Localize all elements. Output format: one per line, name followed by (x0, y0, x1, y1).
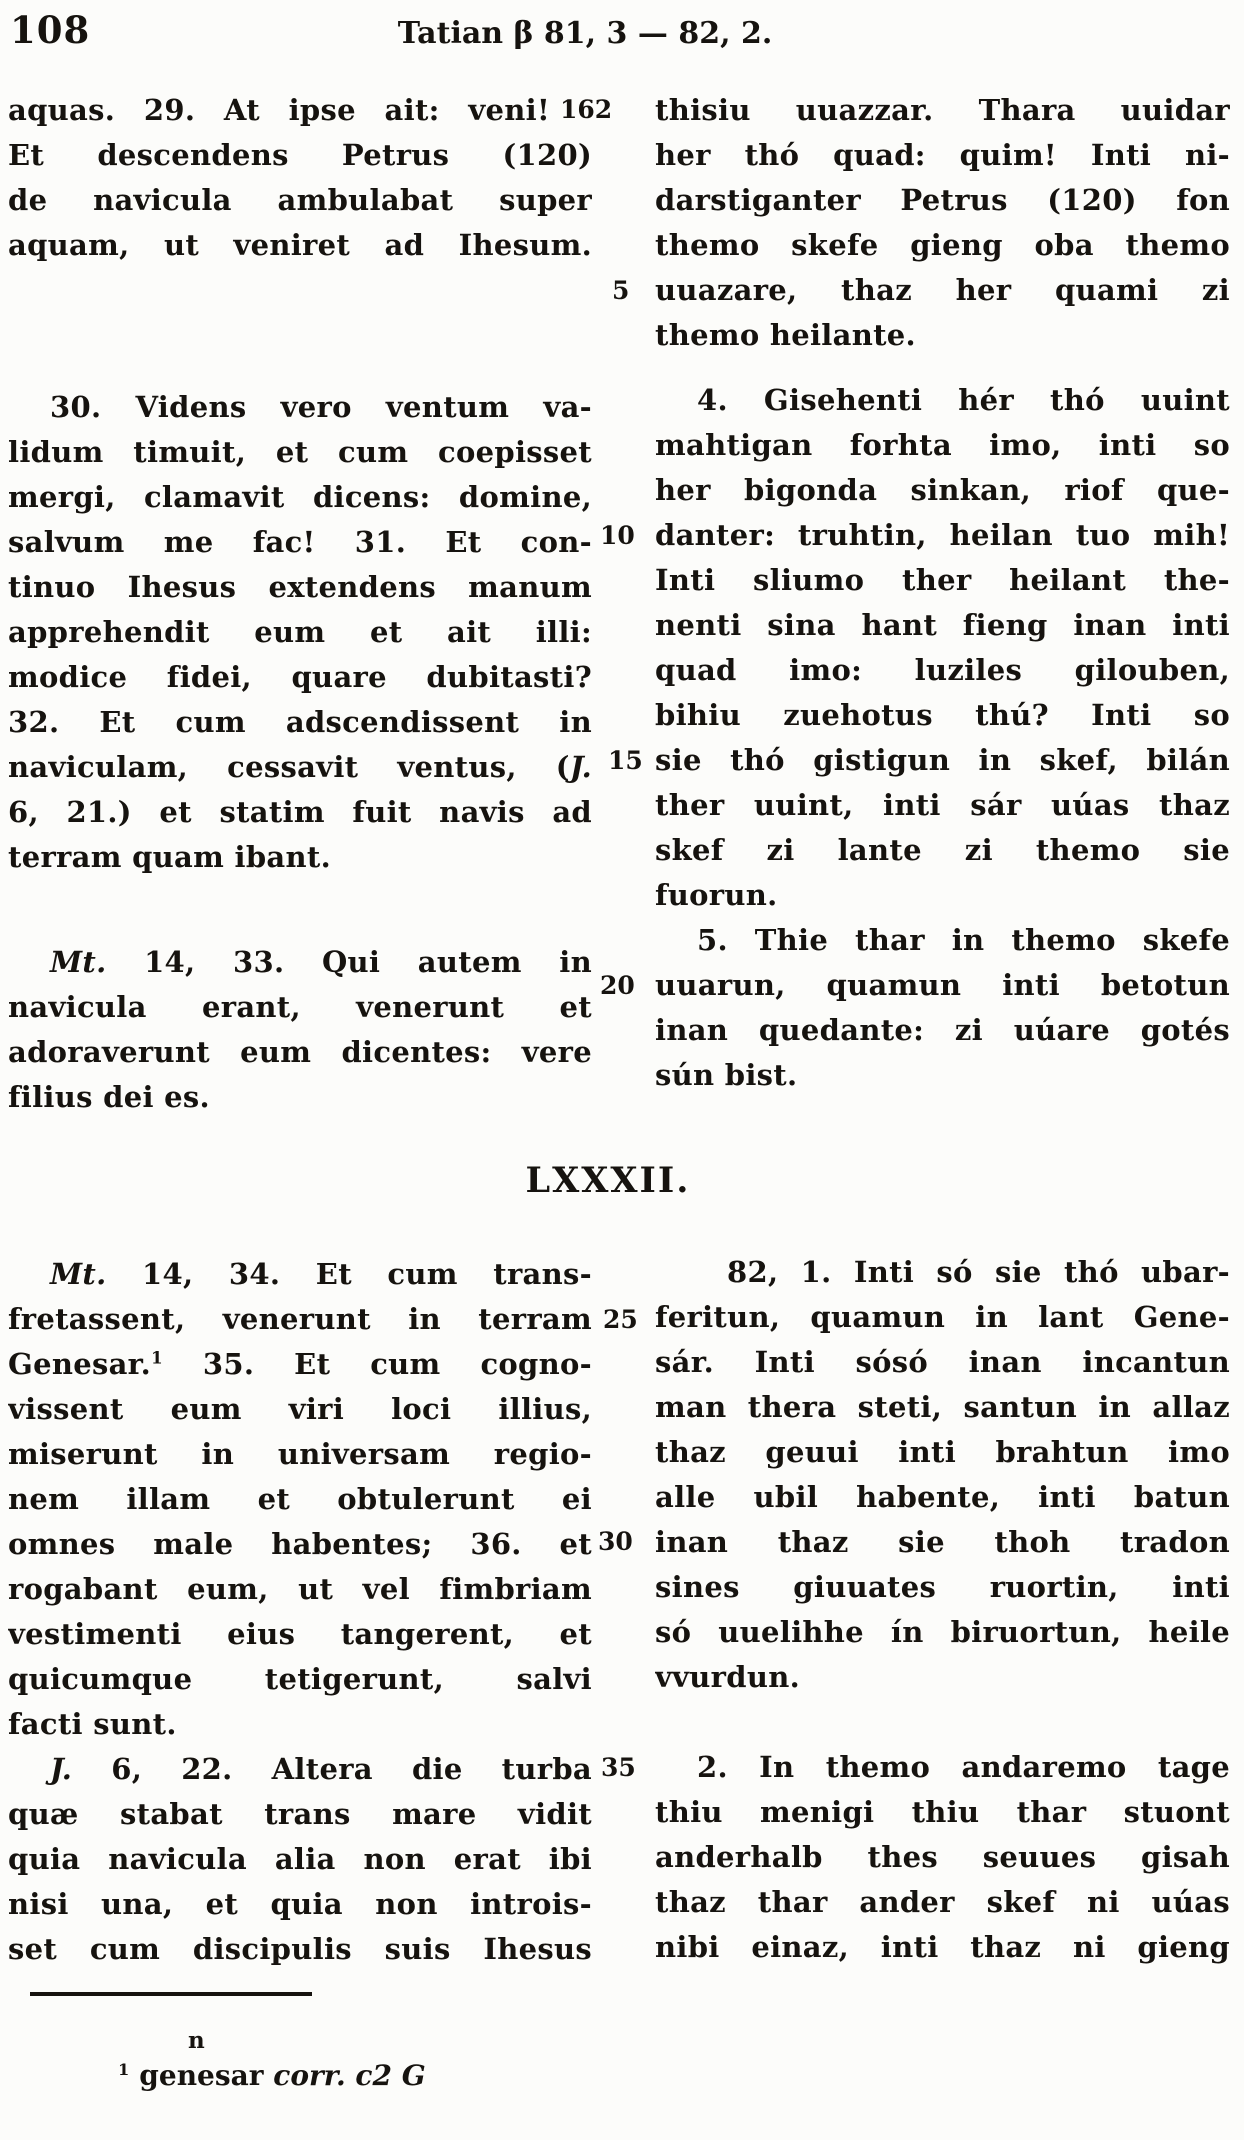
german-column-top (655, 88, 1230, 1098)
line-number-30: 30 (598, 1527, 633, 1556)
footnote-rule (30, 1992, 312, 1996)
footnote-word: genesar (139, 2059, 274, 2092)
text-line: mahtigan forhta imo, inti so (655, 428, 1230, 462)
text-line: quicumque tetigerunt, salvi (8, 1662, 592, 1696)
line-number-15: 15 (608, 746, 643, 775)
text-line: lidum timuit, et cum coepisset (8, 435, 592, 469)
text-line: rogabant eum, ut vel fimbriam (8, 1572, 592, 1606)
footnote-note: corr. c2 G (273, 2059, 426, 2092)
text-line: quad imo: luziles gilouben, (655, 653, 1230, 687)
text-line: vvurdun. (655, 1660, 801, 1694)
text-line: 2. In themo andaremo tage (697, 1750, 1230, 1784)
footnote-interlinear-letter: n (188, 2027, 205, 2054)
text-line: nem illam et obtulerunt ei (8, 1482, 592, 1516)
text-line: themo heilante. (655, 318, 916, 352)
text-line: nisi una, et quia non introis- (8, 1887, 592, 1921)
text-line: sie thó gistigun in skef, bilán (655, 743, 1230, 777)
paragraph (655, 88, 1230, 358)
paragraph (8, 1747, 592, 1972)
text-line: 4. Gisehenti hér thó uuint (697, 383, 1230, 417)
footnote-text (118, 2056, 426, 2096)
line-number-5: 5 (612, 276, 630, 305)
section-heading: LXXXII. (525, 1160, 691, 1201)
text-line: só uuelihhe ín biruortun, heile (655, 1615, 1230, 1649)
text-line: thiu menigi thiu thar stuont (655, 1795, 1230, 1829)
text-line: danter: truhtin, heilan tuo mih! (655, 518, 1230, 552)
text-line: thaz geuui inti brahtun imo (655, 1435, 1230, 1469)
text-line: naviculam, cessavit ventus, (J. (8, 750, 592, 784)
footnote-marker: 1 (118, 2059, 130, 2079)
text-line: de navicula ambulabat super (8, 183, 592, 217)
text-line: 30. Videns vero ventum va- (50, 390, 592, 424)
paragraph (8, 385, 592, 880)
text-line: thaz thar ander skef ni uúas (655, 1885, 1230, 1919)
text-line: tinuo Ihesus extendens manum (8, 570, 592, 604)
text-line: terram quam ibant. (8, 840, 331, 874)
text-line: Et descendens Petrus (120) (8, 138, 592, 172)
text-line: vissent eum viri loci illius, (8, 1392, 592, 1426)
text-line: navicula erant, venerunt et (8, 990, 592, 1024)
page-number: 108 (10, 8, 91, 52)
text-line: inan thaz sie thoh tradon (655, 1525, 1230, 1559)
line-number-25: 25 (603, 1305, 638, 1334)
text-line: feritun, quamun in lant Gene- (655, 1300, 1230, 1334)
running-title: Tatian β 81, 3 — 82, 2. (397, 16, 773, 51)
margin-number-162: 162 (560, 95, 613, 124)
text-line: her thó quad: quim! Inti ni- (655, 138, 1230, 172)
text-line: themo skefe gieng oba themo (655, 228, 1230, 262)
text-line: aquam, ut veniret ad Ihesum. (8, 228, 592, 262)
text-line: J. 6, 22. Altera die turba (50, 1752, 592, 1786)
text-line: vestimenti eius tangerent, et (8, 1617, 592, 1651)
text-line: Genesar.$^1$ 35. Et cum cogno- (8, 1347, 592, 1381)
line-number-35: 35 (601, 1753, 636, 1782)
text-line: miserunt in universam regio- (8, 1437, 592, 1471)
text-line: sár. Inti sósó inan incantun (655, 1345, 1230, 1379)
text-line: aquas. 29. At ipse ait: veni! (8, 93, 550, 127)
paragraph (655, 378, 1230, 918)
text-line: apprehendit eum et ait illi: (8, 615, 592, 649)
paragraph (8, 940, 592, 1120)
paragraph (8, 88, 592, 268)
paragraph (655, 1745, 1230, 1970)
text-line: inan quedante: zi uúare gotés (655, 1013, 1230, 1047)
text-line: Mt. 14, 34. Et cum trans- (50, 1257, 592, 1291)
latin-column-top (8, 88, 592, 1120)
paragraph (655, 1250, 1230, 1700)
line-number-10: 10 (600, 521, 635, 550)
text-line: modice fidei, quare dubitasti? (8, 660, 592, 694)
text-line: 5. Thie thar in themo skefe (697, 923, 1230, 957)
text-line: uuarun, quamun inti betotun (655, 968, 1230, 1002)
text-line: facti sunt. (8, 1707, 177, 1741)
text-line: sún bist. (655, 1058, 798, 1092)
text-line: set cum discipulis suis Ihesus (8, 1932, 592, 1966)
text-line: 32. Et cum adscendissent in (8, 705, 592, 739)
paragraph (655, 918, 1230, 1098)
text-line: 82, 1. Inti só sie thó ubar- (727, 1255, 1230, 1289)
text-line: nenti sina hant fieng inan inti (655, 608, 1230, 642)
line-number-20: 20 (600, 971, 635, 1000)
text-line: quæ stabat trans mare vidit (8, 1797, 592, 1831)
text-line: fuorun. (655, 878, 778, 912)
text-line: darstiganter Petrus (120) fon (655, 183, 1230, 217)
text-line: adoraverunt eum dicentes: vere (8, 1035, 592, 1069)
text-line: filius dei es. (8, 1080, 210, 1114)
german-column-bottom (655, 1250, 1230, 1970)
latin-column-bottom (8, 1252, 592, 1972)
text-line: thisiu uuazzar. Thara uuidar (655, 93, 1230, 127)
footnote (118, 2026, 426, 2096)
text-line: nibi einaz, inti thaz ni gieng (655, 1930, 1230, 1964)
text-line: man thera steti, santun in allaz (655, 1390, 1230, 1424)
text-line: Mt. 14, 33. Qui autem in (50, 945, 592, 979)
text-line: her bigonda sinkan, riof que- (655, 473, 1230, 507)
text-line: alle ubil habente, inti batun (655, 1480, 1230, 1514)
text-line: fretassent, venerunt in terram (8, 1302, 592, 1336)
text-line: mergi, clamavit dicens: domine, (8, 480, 592, 514)
text-line: skef zi lante zi themo sie (655, 833, 1230, 867)
text-line: sines giuuates ruortin, inti (655, 1570, 1230, 1604)
paragraph (8, 1252, 592, 1747)
text-line: omnes male habentes; 36. et (8, 1527, 592, 1561)
text-line: Inti sliumo ther heilant the- (655, 563, 1230, 597)
text-line: salvum me fac! 31. Et con- (8, 525, 592, 559)
text-line: ther uuint, inti sár uúas thaz (655, 788, 1230, 822)
text-line: anderhalb thes seuues gisah (655, 1840, 1230, 1874)
text-line: uuazare, thaz her quami zi (655, 273, 1230, 307)
text-line: 6, 21.) et statim fuit navis ad (8, 795, 592, 829)
text-line: quia navicula alia non erat ibi (8, 1842, 592, 1876)
text-line: bihiu zuehotus thú? Inti so (655, 698, 1230, 732)
